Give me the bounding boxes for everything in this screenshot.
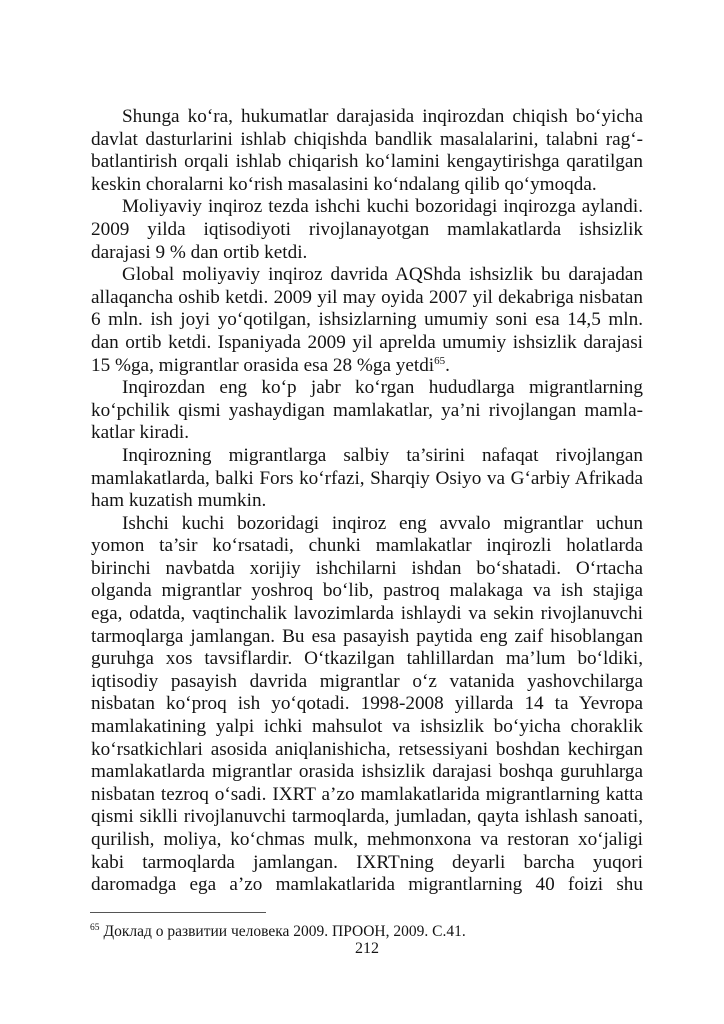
page-number: 212: [355, 940, 379, 957]
footnote-text: Доклад о развитии человека 2009. ПРООН, 2009. С.41.: [103, 923, 466, 940]
text-line: mamlakatlarda migrantlar orasida ishsizlik darajasi boshqa guruhlarga: [91, 761, 643, 783]
text-line: kabi tarmoqlarda jamlangan. IXRTning deyarli barcha yuqori: [91, 851, 643, 873]
text-line: guruhga xos tavsiflardir. O‘tkazilgan tahlillardan ma’lum bo‘ldiki,: [91, 648, 643, 670]
text-line: birinchi navbatda xorijiy ishchilarni ishdan bo‘shatadi. O‘rtacha: [91, 557, 643, 579]
text-line: yomon ta’sir ko‘rsatadi, chunki mamlakatlar inqirozli holatlarda: [91, 535, 643, 557]
text-line: dan ortib ketdi. Ispaniyada 2009 yil aprelda umumiy ishsizlik darajasi: [91, 331, 643, 353]
text-line: Moliyaviy inqiroz tezda ishchi kuchi bozoridagi inqirozga aylandi.: [122, 196, 643, 218]
text-line: 15 %ga, migrantlar orasida esa 28 %ga yetdi$^{65}$.: [91, 354, 450, 376]
text-line: batlantirish orqali ishlab chiqarish ko‘lamini kengaytirishga qaratilgan: [91, 151, 643, 173]
text-line: ko‘pchilik qismi yashaydigan mamlakatlar, ya’ni rivojlangan mamla-: [91, 399, 643, 421]
text-line: Shunga ko‘ra, hukumatlar darajasida inqirozdan chiqish bo‘yicha: [122, 106, 643, 127]
text-line: Inqirozdan eng ko‘p jabr ko‘rgan hududlarga migrantlarning: [122, 377, 643, 399]
text-line: nisbatan tezroq o‘sadi. IXRT a’zo mamlakatlarida migrantlarning katta: [91, 783, 643, 805]
text-line: 2009 yilda iqtisodiyoti rivojlanayotgan mamlakatlarda ishsizlik: [91, 218, 643, 240]
text-line: qurilish, moliya, ko‘chmas mulk, mehmonxona va restoran xo‘jaligi: [91, 829, 643, 850]
footnote-number: 65: [90, 923, 100, 933]
text-line: davlat dasturlarini ishlab chiqishda bandlik masalalarini, talabni rag‘-: [91, 128, 643, 150]
paragraph: [91, 445, 643, 513]
paragraph: [91, 513, 643, 897]
text-line: allaqancha oshib ketdi. 2009 yil may oyida 2007 yil dekabriga nisbatan: [91, 286, 643, 308]
text-line: mamlakatining yalpi ichki mahsulot va ishsizlik bo‘yicha choraklik: [91, 716, 643, 738]
paragraph: [91, 196, 643, 264]
text-line: ko‘rsatkichlari asosida aniqlanishicha, retsessiyani boshdan kechirgan: [91, 738, 643, 760]
text-line: qismi siklli rivojlanuvchi tarmoqlarda, jumladan, qayta ishlash sanoati,: [91, 806, 643, 828]
text-line: Inqirozning migrantlarga salbiy ta’sirini nafaqat rivojlangan: [122, 444, 643, 466]
text-line: Ishchi kuchi bozoridagi inqiroz eng avvalo migrantlar uchun: [122, 512, 643, 534]
text-line: darajasi 9 % dan ortib ketdi.: [91, 241, 308, 263]
paragraph: [91, 106, 643, 196]
text-line: keskin choralarni ko‘rish masalasini ko‘ndalang qilib qo‘ymoqda.: [91, 173, 597, 195]
text-line: daromadga ega a’zo mamlakatlarida migrantlarning 40 foizi shu: [91, 874, 643, 896]
text-line: nisbatan ko‘proq ish yo‘qotadi. 1998-2008 yillarda 14 ta Yevropa: [91, 693, 643, 715]
footnote-separator: [90, 912, 266, 913]
text-line: ega, odatda, vaqtinchalik lavozimlarda ishlaydi va sekin rivojlanuvchi: [91, 603, 643, 625]
text-line: iqtisodiy pasayish davrida migrantlar o‘z vatanida yashovchilarga: [91, 670, 643, 692]
text-line: olganda migrantlar yoshroq bo‘lib, pastroq malakaga va ish stajiga: [91, 580, 643, 602]
footnote: [90, 923, 466, 941]
text-line: 6 mln. ish joyi yo‘qotilgan, ishsizlarning umumiy soni esa 14,5 mln.: [91, 309, 643, 331]
footnote-reference[interactable]: 65: [434, 354, 446, 367]
text-line: ham kuzatish mumkin.: [91, 490, 267, 512]
text-line: tarmoqlarga jamlangan. Bu esa pasayish paytida eng zaif hisoblangan: [91, 625, 643, 647]
paragraph: [91, 377, 643, 445]
text-line-content: 15 %ga, migrantlar orasida esa 28 %ga yetdi: [91, 354, 435, 376]
text-line: katlar kiradi.: [91, 422, 190, 444]
paragraph: [91, 264, 643, 377]
text-line: Global moliyaviy inqiroz davrida AQShda ishsizlik bu darajadan: [122, 264, 643, 286]
body-text: [91, 106, 643, 897]
text-line: mamlakatlarda, balki Fors ko‘rfazi, Sharqiy Osiyo va G‘arbiy Afrikada: [91, 467, 643, 489]
